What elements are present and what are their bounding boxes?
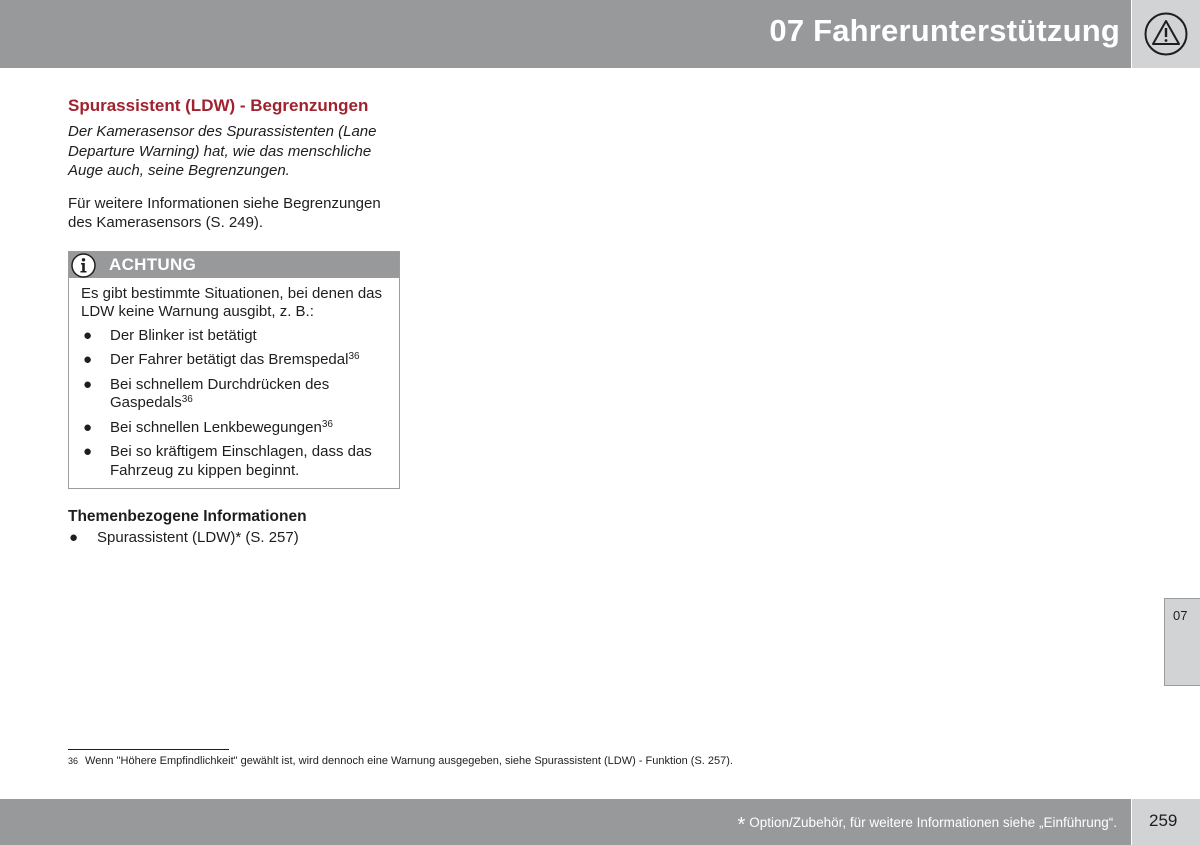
footnote-number: 36 — [68, 756, 79, 766]
footer-note — [737, 814, 1117, 837]
footnote-ref: 36 — [181, 394, 193, 405]
warning-triangle-icon — [1144, 12, 1188, 56]
chapter-side-tab[interactable] — [1164, 598, 1200, 686]
warning-body — [69, 278, 399, 489]
footer-star: * — [737, 814, 746, 836]
chapter-title: 07 Fahrerunterstützung — [769, 13, 1120, 48]
warning-list — [81, 327, 387, 481]
footnote-ref: 36 — [348, 351, 360, 362]
related-link-text[interactable]: Spurassistent (LDW)* (S. 257) — [97, 529, 299, 546]
info-icon — [71, 253, 96, 278]
related-title: Themenbezogene Informationen — [68, 508, 307, 525]
header-icon-box — [1132, 0, 1200, 68]
list-item — [81, 351, 387, 370]
related-link[interactable] — [68, 528, 400, 547]
section-intro: Der Kamerasensor des Spurassistenten (Lane Departure Warning) hat, wie das menschliche Auge auch, seine Begrenzungen. — [68, 123, 377, 179]
bullet-dot: ● — [83, 326, 93, 344]
list-item-text: Der Blinker ist betätigt — [110, 326, 257, 344]
footnote-ref: 36 — [321, 418, 333, 430]
bullet-dot: ● — [83, 351, 93, 368]
warning-header — [69, 252, 399, 278]
list-item-text: Der Fahrer betätigt das Bremspedal — [110, 351, 349, 368]
footnote-text: Wenn "Höhere Empfindlichkeit" gewählt ist, wird dennoch eine Warnung ausgegeben, siehe Spurassistent (LDW) - Funktion (S. 257). — [85, 755, 733, 767]
page-number: 259 — [1149, 811, 1178, 830]
bullet-dot: ● — [83, 443, 93, 460]
warning-box — [68, 251, 400, 490]
list-item — [81, 327, 387, 346]
footnote-divider — [68, 749, 229, 750]
bullet-dot: ● — [83, 375, 93, 393]
list-item-text: Bei schnellem Durchdrücken des Gaspedals — [110, 375, 330, 411]
warning-label: ACHTUNG — [109, 254, 197, 274]
list-item — [81, 443, 387, 480]
bullet-dot: ● — [69, 529, 79, 546]
related-section — [68, 508, 400, 547]
list-item — [81, 419, 387, 438]
list-item-text: Bei schnellen Lenkbewegungen — [110, 418, 322, 436]
page-number-box — [1132, 799, 1200, 845]
list-item-text: Bei so kräftigem Einschlagen, dass das Fahrzeug zu kippen beginnt. — [110, 443, 372, 479]
section-paragraph: Für weitere Informationen siehe Begrenzungen des Kamerasensors (S. 249). — [68, 194, 381, 231]
section-title: Spurassistent (LDW) - Begrenzungen — [68, 96, 369, 115]
warning-lead: Es gibt bestimmte Situationen, bei denen das LDW keine Warnung ausgibt, z. B.: — [81, 284, 383, 320]
footer-note-text: Option/Zubehör, für weitere Informationen siehe „Einführung“. — [749, 815, 1117, 830]
list-item — [81, 376, 387, 413]
footnote — [68, 755, 733, 767]
side-tab-label: 07 — [1173, 608, 1188, 623]
bullet-dot: ● — [83, 418, 93, 436]
main-column — [68, 96, 400, 547]
